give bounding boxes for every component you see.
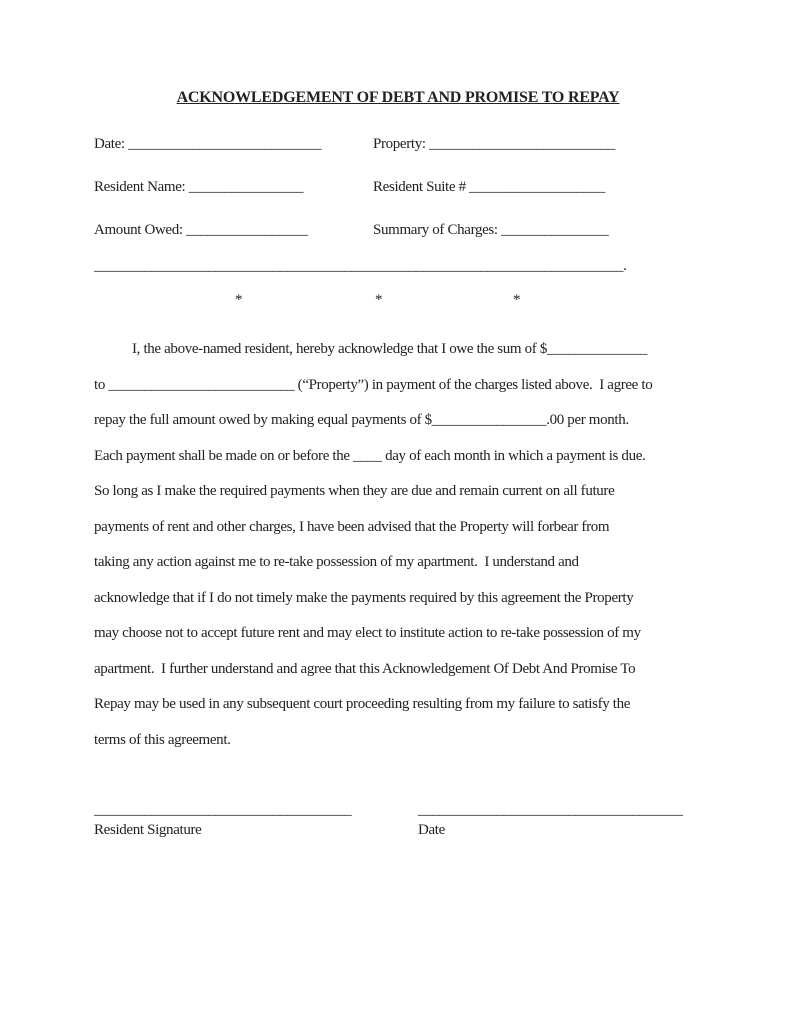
- paragraph-line: terms of this agreement.: [94, 731, 231, 748]
- field-resident-suite-label: Resident Suite #: [373, 179, 470, 195]
- paragraph-line: apartment. I further understand and agree that this Acknowledgement Of Debt And Promise To: [94, 660, 636, 677]
- paragraph-line: repay the full amount owed by making equal payments of $________________.00 per month.: [94, 412, 629, 428]
- resident-signature-label: Resident Signature: [94, 822, 202, 838]
- field-property-label: Property:: [373, 136, 430, 152]
- form-fields: [94, 134, 702, 240]
- paragraph-line: to __________________________ (“Property”) in payment of the charges listed above. I agree to: [94, 376, 653, 393]
- paragraph-line: taking any action against me to re-take possession of my apartment. I understand and: [94, 554, 579, 570]
- field-resident-suite: [373, 177, 702, 197]
- document-title: ACKNOWLEDGEMENT OF DEBT AND PROMISE TO REPAY: [176, 89, 620, 106]
- field-date: [94, 134, 373, 154]
- asterisk: *: [235, 292, 243, 308]
- field-resident-name-blank[interactable]: ________________: [188, 179, 304, 195]
- field-resident-name: [94, 177, 373, 197]
- asterisk: *: [375, 292, 383, 308]
- field-date-label: Date:: [94, 136, 129, 152]
- field-resident-name-label: Resident Name:: [94, 179, 189, 195]
- field-amount-owed: [94, 220, 373, 240]
- paragraph-line: Each payment shall be made on or before the ____ day of each month in which a payment is due.: [94, 447, 646, 464]
- paragraph-line: So long as I make the required payments when they are due and remain current on all future: [94, 483, 615, 499]
- charges-continuation-blank[interactable]: __________________________________________________________________________.: [94, 258, 627, 274]
- resident-signature-line[interactable]: ____________________________________: [94, 802, 352, 818]
- asterisk-separator: [94, 290, 702, 310]
- date-signature-line[interactable]: _____________________________________: [418, 802, 683, 818]
- field-resident-suite-blank[interactable]: ___________________: [469, 179, 605, 195]
- field-summary-of-charges-blank[interactable]: _______________: [501, 222, 609, 238]
- field-amount-owed-blank[interactable]: _________________: [186, 222, 308, 238]
- field-property: [373, 134, 702, 154]
- field-date-blank[interactable]: ___________________________: [128, 136, 322, 152]
- date-signature-block: [418, 800, 702, 840]
- signature-section: [94, 800, 702, 840]
- paragraph-line: may choose not to accept future rent and may elect to institute action to re-take possession of my: [94, 625, 641, 641]
- field-summary-of-charges: [373, 220, 702, 240]
- agreement-paragraph: [94, 332, 702, 758]
- paragraph-line: I, the above-named resident, hereby acknowledge that I owe the sum of $______________: [132, 341, 648, 357]
- field-property-blank[interactable]: __________________________: [429, 136, 615, 152]
- resident-signature-block: [94, 800, 418, 840]
- date-signature-label: Date: [418, 822, 445, 838]
- paragraph-line: acknowledge that if I do not timely make the payments required by this agreement the Property: [94, 589, 634, 606]
- paragraph-line: Repay may be used in any subsequent court proceeding resulting from my failure to satisfy the: [94, 696, 631, 712]
- asterisk: *: [513, 292, 521, 308]
- field-amount-owed-label: Amount Owed:: [94, 222, 187, 238]
- paragraph-line: payments of rent and other charges, I have been advised that the Property will forbear from: [94, 518, 610, 535]
- field-summary-of-charges-label: Summary of Charges:: [373, 222, 502, 238]
